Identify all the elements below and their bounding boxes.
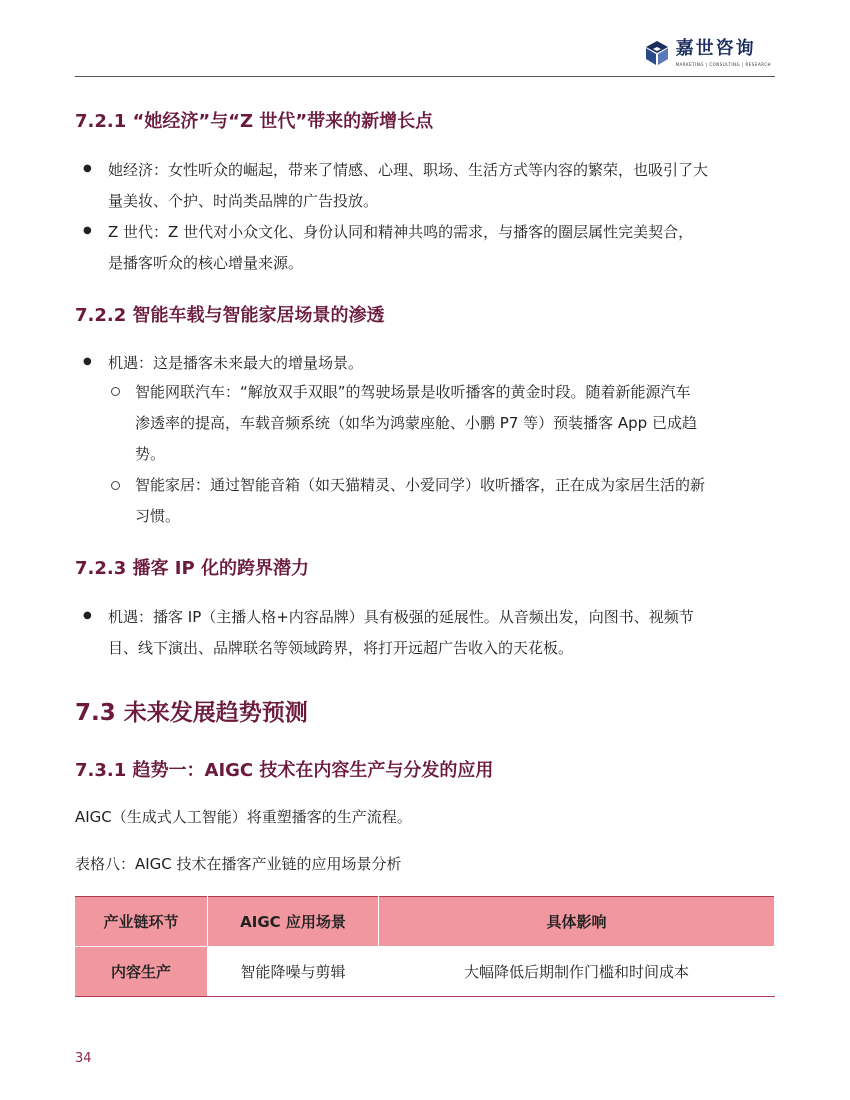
sub-bullet-icon xyxy=(111,481,120,490)
bullet-text-line: 是播客听众的核心增量来源。 xyxy=(108,254,304,272)
section-title-7-2-2: 7.2.2 智能车载与智能家居场景的渗透 xyxy=(75,305,385,326)
aigc-table xyxy=(75,896,775,997)
section-title-7-3-1: 7.3.1 趋势一：AIGC 技术在内容生产与分发的应用 xyxy=(75,760,494,781)
page-number: 34 xyxy=(75,1051,92,1066)
logo-name: 嘉世咨询 xyxy=(675,38,756,59)
bullet-text-line: 习惯。 xyxy=(135,507,181,525)
section-title-7-3: 7.3 未来发展趋势预测 xyxy=(75,700,308,726)
table-header-cell: 产业链环节 xyxy=(75,897,208,947)
sub-bullet-icon xyxy=(111,387,120,396)
bullet-ip-potential xyxy=(108,602,774,664)
table-caption: 表格八：AIGC 技术在播客产业链的应用场景分析 xyxy=(75,855,402,873)
table-cell: 智能降噪与剪辑 xyxy=(208,947,379,997)
logo-tagline: MARKETING | CONSULTING | RESEARCH xyxy=(675,62,771,67)
page-header xyxy=(75,34,775,77)
table-cell: 大幅降低后期制作门槛和时间成本 xyxy=(379,947,775,997)
bullet-text-line: 势。 xyxy=(135,445,166,463)
sub-bullet-smart-car xyxy=(135,377,775,470)
bullet-text-line: 她经济：女性听众的崛起，带来了情感、心理、职场、生活方式等内容的繁荣，也吸引了大 xyxy=(108,161,709,179)
table-header-cell: 具体影响 xyxy=(379,897,775,947)
logo-cube-icon xyxy=(644,40,670,66)
section-title-7-2-1: 7.2.1 “她经济”与“Z 世代”带来的新增长点 xyxy=(75,111,434,132)
table-header-cell: AIGC 应用场景 xyxy=(208,897,379,947)
table-cell: 内容生产 xyxy=(75,947,208,997)
bullet-opportunity: 机遇：这是播客未来最大的增量场景。 xyxy=(108,354,364,372)
bullet-icon: ● xyxy=(83,610,92,621)
sub-bullet-smart-home xyxy=(135,470,775,532)
table-header-row xyxy=(75,897,775,947)
bullet-icon: ● xyxy=(83,356,92,367)
bullet-gen-z xyxy=(108,217,774,279)
bullet-she-economy xyxy=(108,155,774,217)
bullet-icon: ● xyxy=(83,163,92,174)
table-row xyxy=(75,947,775,997)
bullet-icon: ● xyxy=(83,225,92,236)
bullet-text-line: 智能家居：通过智能音箱（如天猫精灵、小爱同学）收听播客，正在成为家居生活的新 xyxy=(135,476,706,494)
bullet-text-line: 智能网联汽车：“解放双手双眼”的驾驶场景是收听播客的黄金时段。随着新能源汽车 xyxy=(135,383,691,401)
bullet-text-line: 机遇：播客 IP（主播人格+内容品牌）具有极强的延展性。从音频出发，向图书、视频节 xyxy=(108,608,694,626)
bullet-text-line: 渗透率的提高，车载音频系统（如华为鸿蒙座舱、小鹏 P7 等）预装播客 App 已成趋 xyxy=(135,414,697,432)
bullet-text-line: 量美妆、个护、时尚类品牌的广告投放。 xyxy=(108,192,379,210)
bullet-text-line: 目、线下演出、品牌联名等领域跨界，将打开远超广告收入的天花板。 xyxy=(108,639,574,657)
section-title-7-2-3: 7.2.3 播客 IP 化的跨界潜力 xyxy=(75,558,309,579)
company-logo xyxy=(644,38,771,68)
intro-paragraph: AIGC（生成式人工智能）将重塑播客的生产流程。 xyxy=(75,808,412,826)
bullet-text-line: Z 世代：Z 世代对小众文化、身份认同和精神共鸣的需求，与播客的圈层属性完美契合， xyxy=(108,223,694,241)
